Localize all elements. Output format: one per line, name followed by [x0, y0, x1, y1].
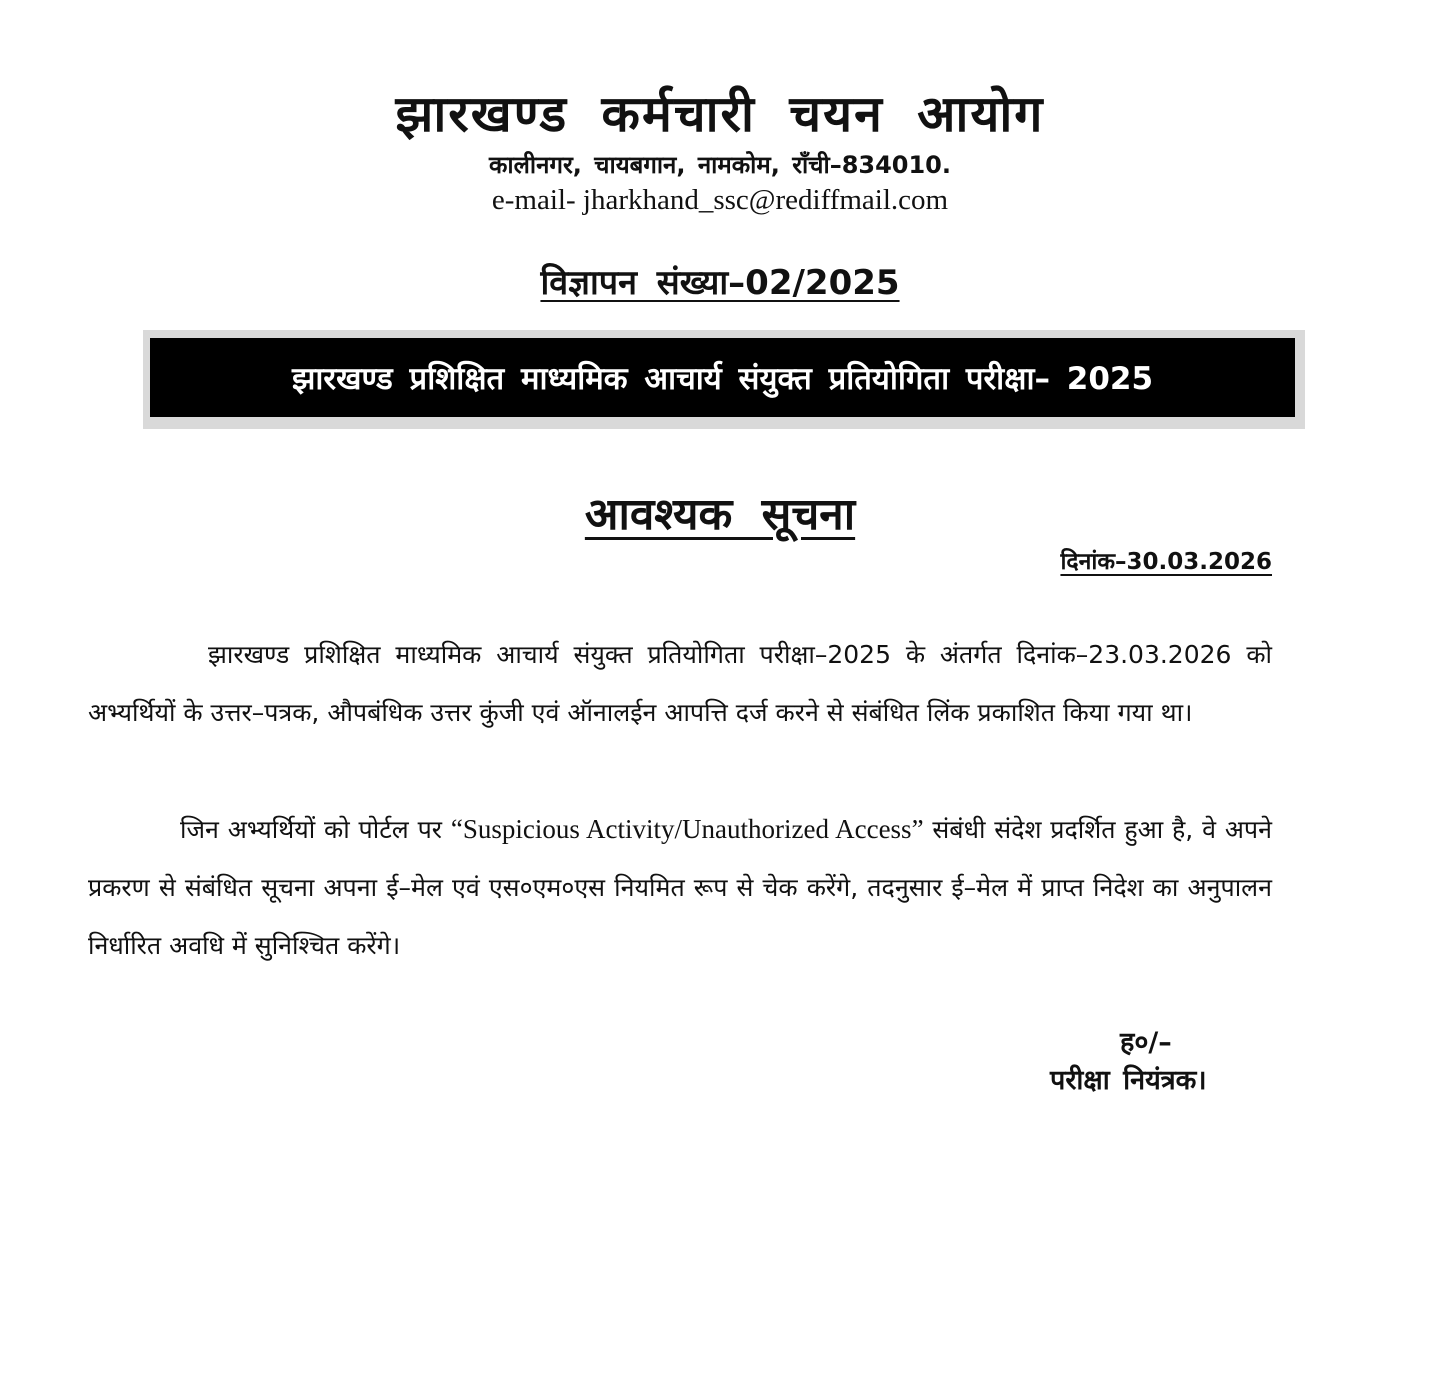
organization-email: e-mail- jharkhand_ssc@rediffmail.com	[491, 184, 949, 216]
suspicious-activity-quote: “Suspicious Activity/Unauthorized Access”	[450, 814, 924, 844]
notice-date: दिनांक–30.03.2026	[1060, 549, 1272, 575]
signature-mark: ह०/–	[1120, 1027, 1172, 1058]
exam-title-banner: झारखण्ड प्रशिक्षित माध्यमिक आचार्य संयुक्त प्रतियोगिता परीक्षा– 2025	[150, 338, 1295, 417]
organization-name: झारखण्ड कर्मचारी चयन आयोग	[395, 85, 1045, 143]
notice-heading: आवश्यक सूचना	[584, 489, 856, 540]
advertisement-number-line	[0, 258, 1440, 304]
notice-paragraph-1: झारखण्ड प्रशिक्षित माध्यमिक आचार्य संयुक्त प्रतियोगिता परीक्षा–2025 के अंतर्गत दिनांक–23.03.2026 को अभ्यर्थियों के उत्तर–पत्रक, औपबंधिक उत्तर कुंजी एवं ऑनालईन आपत्ति दर्ज करने से संबंधित लिंक प्रकाशित किया गया था।	[88, 640, 1272, 727]
notice-heading-line	[0, 482, 1440, 542]
signatory-designation: परीक्षा नियंत्रक।	[1050, 1065, 1207, 1096]
paragraph-2-rest: संबंधी संदेश प्रदर्शित हुआ है, वे अपने प्रकरण से संबंधित सूचना अपना ई–मेल एवं एस०एम०एस नियमित रूप से चेक करेंगे, तदनुसार ई–मेल में प्राप्त निदेश का अनुपालन निर्धारित अवधि में सुनिश्चित करेंगे।	[88, 815, 1272, 960]
advertisement-number: विज्ञापन संख्या–02/2025	[540, 263, 900, 303]
paragraph-2-lead: जिन अभ्यर्थियों को पोर्टल पर	[180, 815, 451, 844]
notice-paragraph-2	[88, 800, 1272, 975]
organization-address: कालीनगर, चायबगान, नामकोम, राँची–834010.	[488, 151, 952, 179]
